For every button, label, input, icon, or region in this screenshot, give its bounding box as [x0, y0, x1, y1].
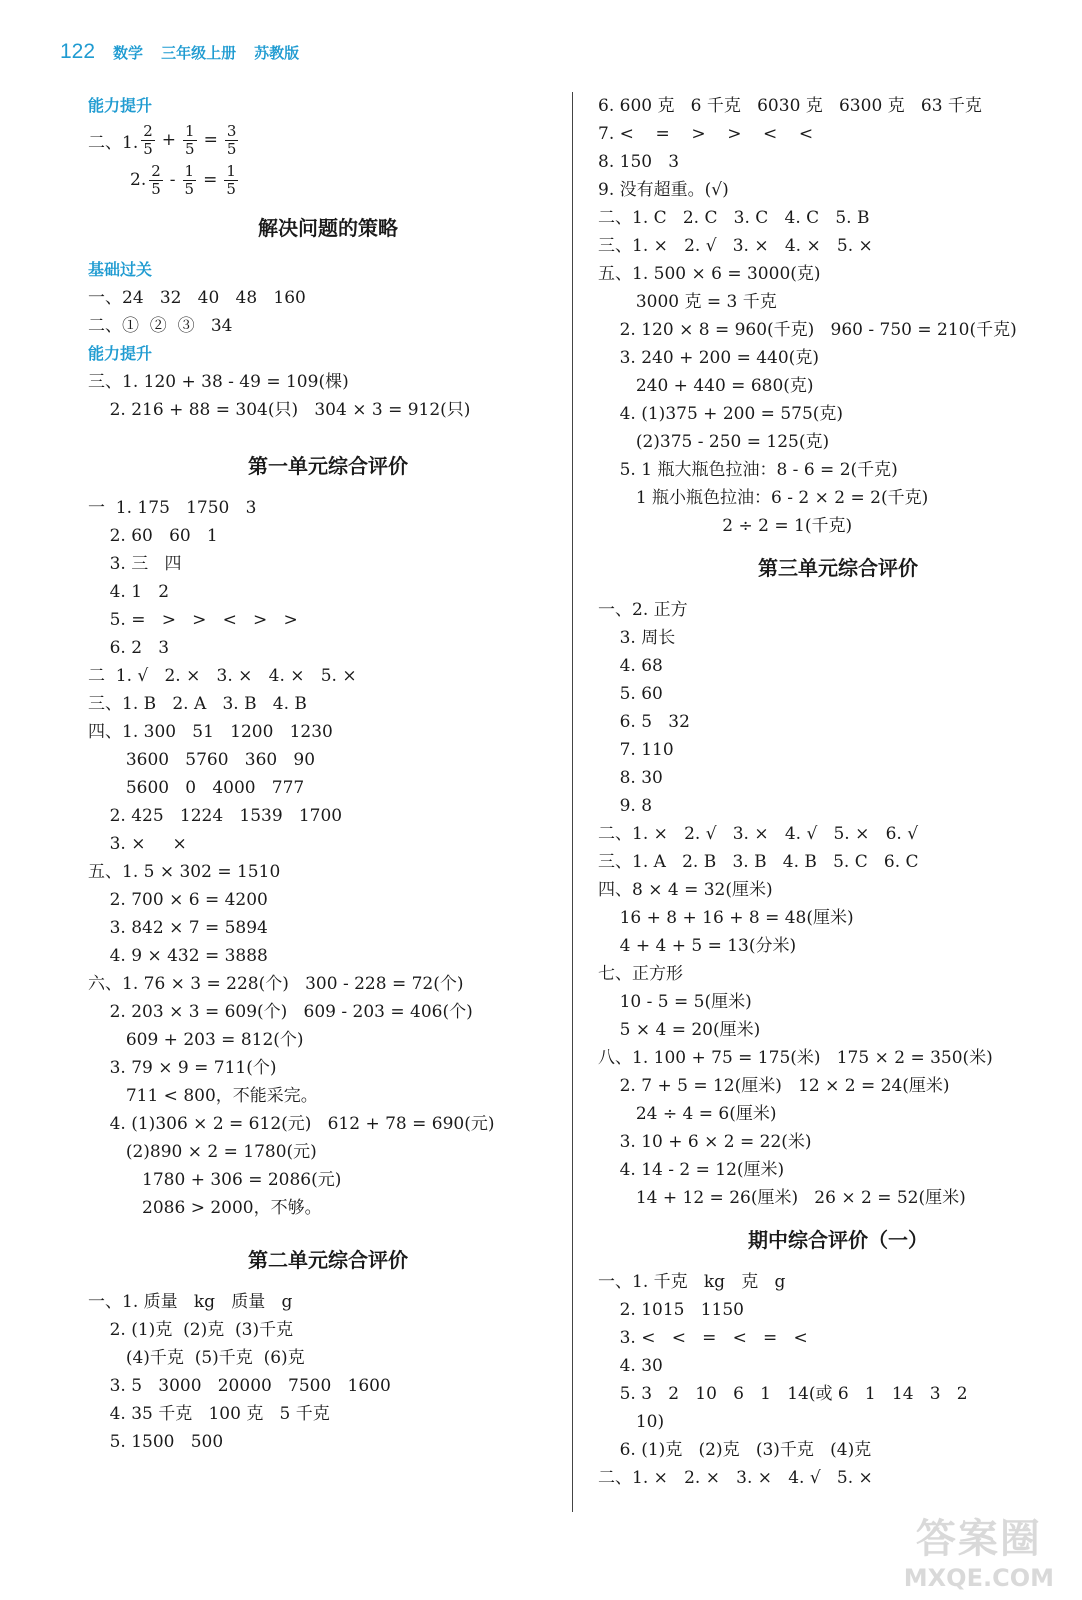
fraction: $\frac{1}{5}$ [226, 161, 236, 198]
answer-line: 二、1. × 2. × 3. × 4. √ 5. × [598, 1468, 873, 1488]
answer-line: 5 × 4 = 20(厘米) [598, 1020, 761, 1040]
answer-line: 2 ÷ 2 = 1(千克) [598, 516, 853, 536]
section-title: 第二单元综合评价 [248, 1248, 408, 1272]
operator: - [169, 170, 176, 190]
answer-line: 5. 1 瓶大瓶色拉油：8 - 6 = 2(千克) [598, 460, 898, 480]
answer-line: 1 瓶小瓶色拉油：6 - 2 × 2 = 2(千克) [598, 488, 929, 508]
fraction: $\frac{2}{5}$ [143, 121, 153, 158]
answer-line: 六、1. 76 × 3 = 228(个) 300 - 228 = 72(个) [88, 974, 464, 994]
answer-line: 6. 600 克 6 千克 6030 克 6300 克 63 千克 [598, 96, 982, 116]
answer-line: 3. < < = < = < [598, 1328, 808, 1348]
answer-line: 5. 3 2 10 6 1 14(或 6 1 14 3 2 [598, 1384, 968, 1404]
answer-line: 8. 30 [598, 768, 663, 788]
answer-line: 3. 10 + 6 × 2 = 22(米) [598, 1132, 812, 1152]
answer-line: 3. 79 × 9 = 711(个) [88, 1058, 277, 1078]
subject: 数学 [113, 44, 144, 62]
answer-line: 4. (1)375 + 200 = 575(克) [598, 404, 844, 424]
answer-line: 2. 60 60 1 [88, 526, 218, 546]
answer-line: 2086 > 2000，不够。 [88, 1198, 322, 1218]
right-column [598, 92, 1078, 1492]
left-column [88, 92, 568, 1456]
answer-line: 一、1. 千克 kg 克 g [598, 1272, 786, 1292]
answer-line: 8. 150 3 [598, 152, 680, 172]
section-label: 能力提升 [88, 96, 153, 115]
page-header [60, 40, 299, 70]
answer-line: 240 + 440 = 680(克) [598, 376, 814, 396]
section-label: 基础过关 [88, 260, 153, 279]
answer-line: 4. (1)306 × 2 = 612(元) 612 + 78 = 690(元) [88, 1114, 495, 1134]
fraction: $\frac{2}{5}$ [151, 161, 161, 198]
answer-line: 9. 8 [598, 796, 653, 816]
answer-line: 一 1. 175 1750 3 [88, 498, 257, 518]
answer-line: 609 + 203 = 812(个) [88, 1030, 304, 1050]
grade: 三年级上册 [161, 44, 237, 62]
answer-line: 2. 203 × 3 = 609(个) 609 - 203 = 406(个) [88, 1002, 473, 1022]
answer-line: 5. = > > < > > [88, 610, 298, 630]
answer-line: (2)890 × 2 = 1780(元) [88, 1142, 317, 1162]
answer-line: 四、1. 300 51 1200 1230 [88, 722, 333, 742]
column-divider [572, 92, 573, 1512]
answer-line: 七、正方形 [598, 964, 683, 984]
answer-line: 10 - 5 = 5(厘米) [598, 992, 752, 1012]
answer-line: 711 < 800，不能采完。 [88, 1086, 318, 1106]
answer-line: 7. < = > > < < [598, 124, 814, 144]
answer-line: 三、1. × 2. √ 3. × 4. × 5. × [598, 236, 873, 256]
answer-line: 16 + 8 + 16 + 8 = 48(厘米) [598, 908, 854, 928]
fraction: $\frac{1}{5}$ [185, 121, 195, 158]
answer-line: 2. 216 + 88 = 304(只) 304 × 3 = 912(只) [88, 400, 471, 420]
answer-line: 7. 110 [598, 740, 674, 760]
watermark-site: MXQE.COM [903, 1564, 1054, 1592]
answer-line: 6. 5 32 [598, 712, 690, 732]
answer-line: 10) [598, 1412, 665, 1432]
edition: 苏教版 [254, 44, 300, 62]
answer-line: 9. 没有超重。(√) [598, 180, 729, 200]
answer-line: 24 ÷ 4 = 6(厘米) [598, 1104, 777, 1124]
operator: + [161, 130, 177, 150]
answer-line: 3. 周长 [598, 628, 676, 648]
answer-line: 2. 7 + 5 = 12(厘米) 12 × 2 = 24(厘米) [598, 1076, 950, 1096]
answer-line: 三、1. 120 + 38 - 49 = 109(棵) [88, 372, 349, 392]
watermark-logo: 答案圈 [915, 1516, 1042, 1562]
answer-line: 3. 842 × 7 = 5894 [88, 918, 268, 938]
answer-line: 5. 1500 500 [88, 1432, 224, 1452]
answer-line: 三、1. A 2. B 3. B 4. B 5. C 6. C [598, 852, 919, 872]
equals-sign: = [203, 170, 218, 190]
answer-line: 2. 120 × 8 = 960(千克) 960 - 750 = 210(千克) [598, 320, 1017, 340]
answer-line: 三、1. B 2. A 3. B 4. B [88, 694, 307, 714]
answer-line: 1780 + 306 = 2086(元) [88, 1170, 342, 1190]
answer-line: 2. (1)克 (2)克 (3)千克 [88, 1320, 294, 1340]
answer-line: 二、① ② ③ 34 [88, 316, 233, 336]
answer-line: 二、1. × 2. √ 3. × 4. √ 5. × 6. √ [598, 824, 919, 844]
answer-line: 2. 425 1224 1539 1700 [88, 806, 343, 826]
answer-line: 4. 30 [598, 1356, 663, 1376]
answer-line: 4. 68 [598, 656, 663, 676]
answer-line: 一、24 32 40 48 160 [88, 288, 306, 308]
page-number: 122 [60, 40, 96, 63]
item-number: 二、1. [88, 132, 139, 153]
answer-line: 二、1. C 2. C 3. C 4. C 5. B [598, 208, 870, 228]
answer-line: 4 + 4 + 5 = 13(分米) [598, 936, 797, 956]
answer-line: 6. 2 3 [88, 638, 170, 658]
answer-line: 五、1. 500 × 6 = 3000(克) [598, 264, 821, 284]
section-title: 解决问题的策略 [258, 216, 398, 240]
answer-line: 14 + 12 = 26(厘米) 26 × 2 = 52(厘米) [598, 1188, 966, 1208]
watermark [904, 1507, 1054, 1592]
answer-line: 4. 14 - 2 = 12(厘米) [598, 1160, 785, 1180]
answer-line: 3000 克 = 3 千克 [598, 292, 777, 312]
answer-line: 2. 1015 1150 [598, 1300, 744, 1320]
answer-line: 一、2. 正方 [598, 600, 688, 620]
answer-line: 一、1. 质量 kg 质量 g [88, 1292, 293, 1312]
answer-line: 3. 5 3000 20000 7500 1600 [88, 1376, 391, 1396]
answer-line: 4. 1 2 [88, 582, 170, 602]
section-label: 能力提升 [88, 344, 153, 363]
fraction-equation [88, 160, 568, 200]
answer-line: (2)375 - 250 = 125(克) [598, 432, 830, 452]
item-number: 2. [130, 170, 147, 190]
answer-line: 4. 35 千克 100 克 5 千克 [88, 1404, 330, 1424]
answer-line: 5. 60 [598, 684, 663, 704]
fraction-equation [88, 120, 568, 160]
answer-line: 3. × × [88, 834, 187, 854]
section-title: 第一单元综合评价 [248, 454, 408, 478]
answer-line: 3600 5760 360 90 [88, 750, 316, 770]
answer-line: 五、1. 5 × 302 = 1510 [88, 862, 281, 882]
answer-line: 5600 0 4000 777 [88, 778, 305, 798]
answer-line: 二 1. √ 2. × 3. × 4. × 5. × [88, 666, 357, 686]
answer-line: 3. 240 + 200 = 440(克) [598, 348, 819, 368]
answer-line: (4)千克 (5)千克 (6)克 [88, 1348, 305, 1368]
answer-line: 2. 700 × 6 = 4200 [88, 890, 268, 910]
fraction: $\frac{3}{5}$ [226, 121, 237, 158]
section-title: 第三单元综合评价 [758, 556, 918, 580]
answer-line: 3. 三 四 [88, 554, 182, 574]
answer-line: 八、1. 100 + 75 = 175(米) 175 × 2 = 350(米) [598, 1048, 993, 1068]
section-title: 期中综合评价（一） [748, 1228, 928, 1252]
answer-line: 6. (1)克 (2)克 (3)千克 (4)克 [598, 1440, 872, 1460]
equals-sign: = [203, 130, 218, 150]
answer-line: 4. 9 × 432 = 3888 [88, 946, 268, 966]
fraction: $\frac{1}{5}$ [184, 161, 195, 198]
answer-line: 四、8 × 4 = 32(厘米) [598, 880, 773, 900]
